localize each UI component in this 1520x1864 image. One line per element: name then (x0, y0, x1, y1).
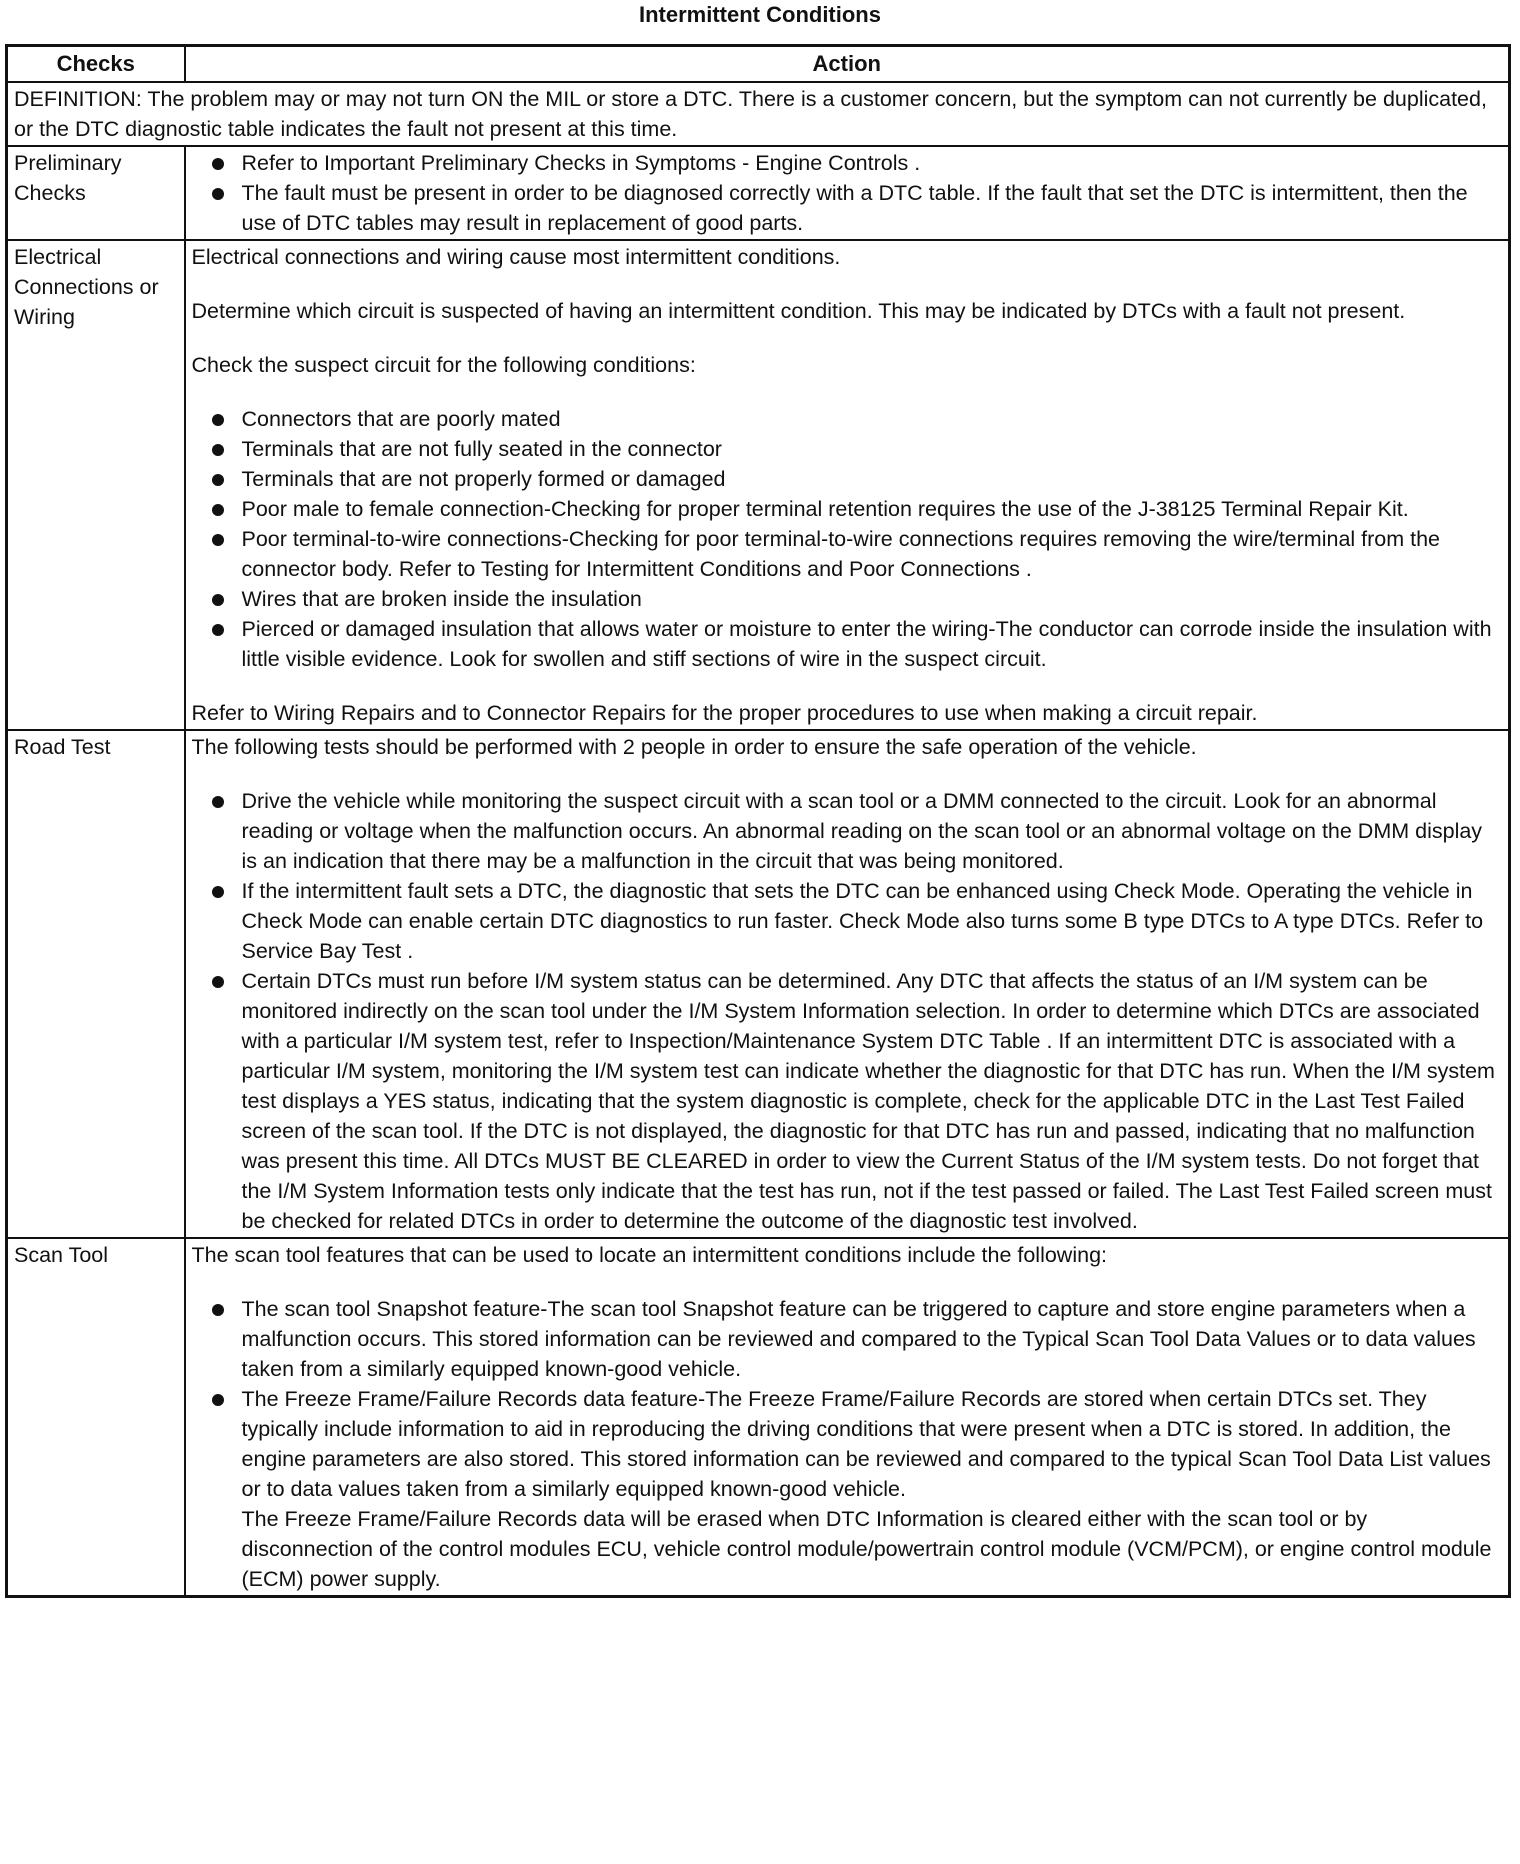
list-item: If the intermittent fault sets a DTC, the diagnostic that sets the DTC can be enhanced using Check Mode. Operating the vehicle in Check Mode can enable certain DTC diagnostics to run faster. Check Mode also turns some B type DTCs to A type DTCs. Refer to Service Bay Test . (192, 876, 1503, 966)
list-item: Poor terminal-to-wire connections-Checking for poor terminal-to-wire connections requires removing the wire/terminal from the connector body. Refer to Testing for Intermittent Conditions and Poor Connections . (192, 524, 1503, 584)
road-test-bullets (192, 786, 1503, 1236)
list-item: Pierced or damaged insulation that allows water or moisture to enter the wiring-The conductor can corrode inside the insulation with little visible evidence. Look for swollen and stiff sections of wire in the suspect circuit. (192, 614, 1503, 674)
preliminary-action (185, 146, 1510, 240)
preliminary-label: Preliminary Checks (7, 146, 185, 240)
scan-tool-p1: The scan tool features that can be used to locate an intermittent conditions include the following: (191, 1243, 1108, 1267)
list-item: Terminals that are not properly formed or damaged (192, 464, 1503, 494)
electrical-p1: Electrical connections and wiring cause most intermittent conditions. (191, 245, 841, 269)
list-item: Drive the vehicle while monitoring the suspect circuit with a scan tool or a DMM connected to the circuit. Look for an abnormal reading or voltage when the malfunction occurs. An abnormal reading on the scan tool or an abnormal voltage on the DMM display is an indication that there may be a malfunction in the circuit that was being monitored. (192, 786, 1503, 876)
list-item: Poor male to female connection-Checking for proper terminal retention requires the use of the J-38125 Terminal Repair Kit. (192, 494, 1503, 524)
header-row (7, 46, 1510, 83)
scan-tool-bullet2-text: The Freeze Frame/Failure Records data feature-The Freeze Frame/Failure Records are stored when certain DTCs set. They typically include information to aid in reproducing the driving conditions that were present when a DTC is stored. In addition, the engine parameters are also stored. This stored information can be reviewed and compared to the typical Scan Tool Data List values or to data values taken from a similarly equipped known-good vehicle. (241, 1387, 1491, 1501)
scan-tool-bullets (192, 1294, 1503, 1594)
electrical-p2: Determine which circuit is suspected of having an intermittent condition. This may be indicated by DTCs with a fault not present. (191, 299, 1406, 323)
checks-header: Checks (7, 46, 185, 83)
list-item: Certain DTCs must run before I/M system status can be determined. Any DTC that affects the status of an I/M system can be monitored indirectly on the scan tool under the I/M System Information selection. In order to determine which DTCs are associated with a particular I/M system test, refer to Inspection/Maintenance System DTC Table . If an intermittent DTC is associated with a particular I/M system, monitoring the I/M system test can indicate whether the diagnostic for that DTC has run. When the I/M system test displays a YES status, indicating that the system diagnostic is complete, check for the applicable DTC in the Last Test Failed screen of the scan tool. If the DTC is not displayed, the diagnostic for that DTC has run and passed, indicating that no malfunction was present this time. All DTCs MUST BE CLEARED in order to view the Current Status of the I/M system tests. Do not forget that the I/M System Information tests only indicate that the test has run, not if the test passed or failed. The Last Test Failed screen must be checked for related DTCs in order to determine the outcome of the diagnostic test involved. (192, 966, 1503, 1236)
scan-tool-bullet2-note: The Freeze Frame/Failure Records data will be erased when DTC Information is cleared either with the scan tool or by disconnection of the control modules ECU, vehicle control module/powertrain control module (VCM/PCM), or engine control module (ECM) power supply. (241, 1507, 1492, 1591)
action-header: Action (185, 46, 1510, 83)
road-test-p1: The following tests should be performed with 2 people in order to ensure the safe operation of the vehicle. (191, 735, 1197, 759)
electrical-p3: Check the suspect circuit for the following conditions: (191, 353, 696, 377)
list-item: The fault must be present in order to be diagnosed correctly with a DTC table. If the fault that set the DTC is intermittent, then the use of DTC tables may result in replacement of good parts. (192, 178, 1503, 238)
definition-row (7, 82, 1510, 146)
list-item: Refer to Important Preliminary Checks in Symptoms - Engine Controls . (192, 148, 1503, 178)
list-item (192, 1384, 1503, 1594)
scan-tool-action (185, 1238, 1510, 1597)
intermittent-conditions-table (5, 44, 1511, 1598)
electrical-label: Electrical Connections or Wiring (7, 240, 185, 730)
road-test-label: Road Test (7, 730, 185, 1238)
scan-tool-label: Scan Tool (7, 1238, 185, 1597)
definition-text: DEFINITION: The problem may or may not turn ON the MIL or store a DTC. There is a customer concern, but the symptom can not currently be duplicated, or the DTC diagnostic table indicates the fault not present at this time. (7, 82, 1510, 146)
electrical-p4: Refer to Wiring Repairs and to Connector Repairs for the proper procedures to use when making a circuit repair. (191, 701, 1258, 725)
list-item: Connectors that are poorly mated (192, 404, 1503, 434)
electrical-bullets (192, 404, 1503, 674)
list-item: Terminals that are not fully seated in the connector (192, 434, 1503, 464)
road-test-row (7, 730, 1510, 1238)
preliminary-bullets (192, 148, 1503, 238)
preliminary-row (7, 146, 1510, 240)
scan-tool-row (7, 1238, 1510, 1597)
list-item: Wires that are broken inside the insulation (192, 584, 1503, 614)
electrical-action (185, 240, 1510, 730)
list-item: The scan tool Snapshot feature-The scan tool Snapshot feature can be triggered to capture and store engine parameters when a malfunction occurs. This stored information can be reviewed and compared to the Typical Scan Tool Data Values or to data values taken from a similarly equipped known-good vehicle. (192, 1294, 1503, 1384)
road-test-action (185, 730, 1510, 1238)
page-title: Intermittent Conditions (639, 2, 881, 27)
electrical-row (7, 240, 1510, 730)
